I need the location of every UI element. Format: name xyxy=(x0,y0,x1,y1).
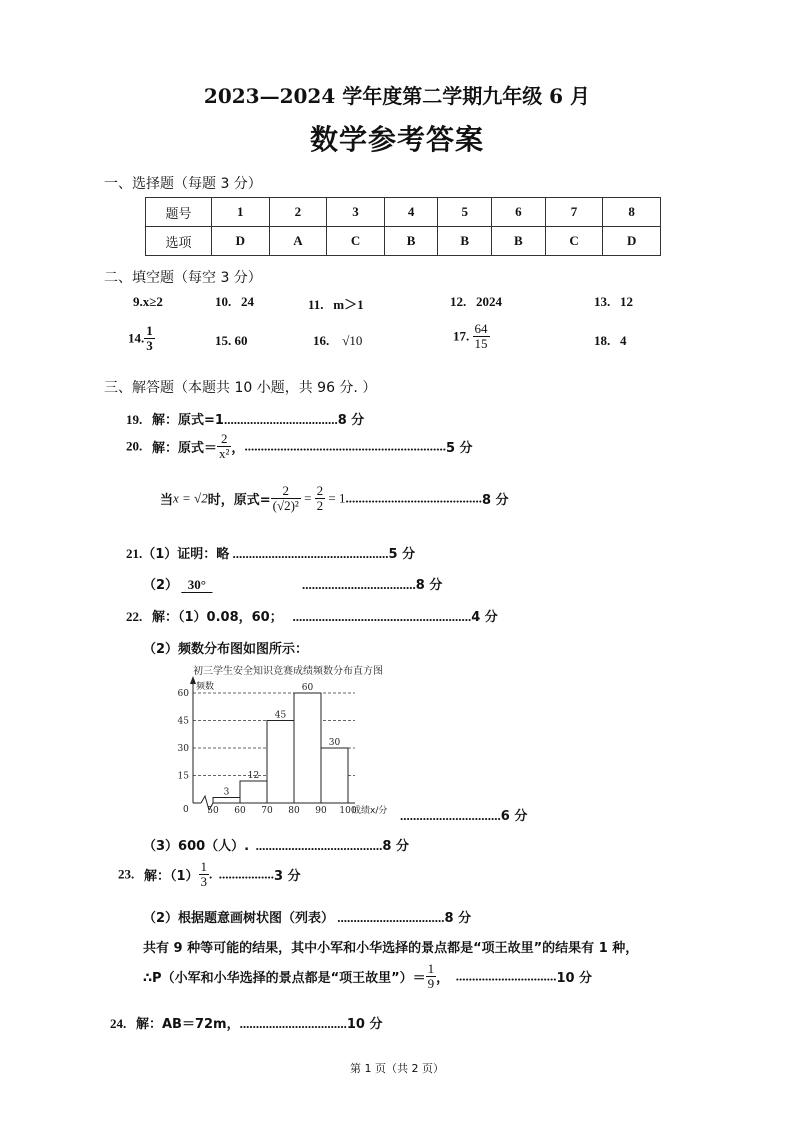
section3-heading: 三、解答题（本题共 10 小题，共 96 分. ） xyxy=(104,380,377,396)
q20-when: 当 xyxy=(160,493,174,508)
table-cell: 4 xyxy=(384,198,438,227)
item-answer: 12 xyxy=(620,294,633,309)
q24-text: 解：AB＝72m， xyxy=(136,1017,240,1032)
leader-dots: ....................................... xyxy=(255,838,383,853)
fill-item-12 xyxy=(450,294,502,310)
fraction xyxy=(217,432,231,461)
chart-title: 初三学生安全知识竞赛成绩频数分布直方图 xyxy=(193,666,383,677)
score: 6 分 xyxy=(500,809,528,824)
q21-answer xyxy=(181,577,212,592)
fraction xyxy=(199,859,213,889)
q20-then: 时，原式= xyxy=(207,493,271,508)
score: 10 分 xyxy=(556,971,593,986)
table-row xyxy=(146,227,661,256)
table-header-cell: 题号 xyxy=(146,198,212,227)
fraction xyxy=(271,484,301,513)
item-number: 11. xyxy=(308,297,324,312)
table-cell: B xyxy=(384,227,438,256)
section2-heading: 二、填空题（每空 3 分） xyxy=(104,270,262,286)
item-number: 17. xyxy=(453,328,470,344)
q23-part1: 解：（1） xyxy=(144,869,199,884)
table-cell: 8 xyxy=(603,198,661,227)
fill-item-10 xyxy=(215,294,254,310)
fill-item-17 xyxy=(453,322,490,351)
fraction-numerator: 1 xyxy=(146,323,153,338)
fill-item-16 xyxy=(313,333,362,349)
leader-dots: ................................... xyxy=(223,412,338,427)
separator: ， xyxy=(436,970,450,985)
histogram-bar xyxy=(213,798,240,804)
document-title: 2023—2024 学年度第二学期九年级 6 月 xyxy=(203,84,591,108)
q23-probability-text: ∴P（小军和小华选择的景点都是“项王故里”）＝ xyxy=(143,971,426,986)
q23-line1 xyxy=(118,860,301,889)
score: 8 分 xyxy=(444,911,472,926)
histogram-bar xyxy=(267,721,294,804)
leader-dots: ................................. xyxy=(337,910,445,925)
histogram-bar xyxy=(321,748,348,803)
q20-x-value: x = √2 xyxy=(173,490,208,506)
question-number: 23. xyxy=(118,866,135,882)
fraction xyxy=(144,324,155,353)
fraction-denominator: 3 xyxy=(200,874,208,889)
equals: = xyxy=(304,490,312,506)
score: 8 分 xyxy=(337,413,365,428)
item-number: 12. xyxy=(450,294,467,309)
section1-heading: 一、选择题（每题 3 分） xyxy=(104,176,262,192)
item-number: 16. xyxy=(313,333,330,348)
fraction-numerator: 2 xyxy=(271,484,301,499)
x-tick-label: 60 xyxy=(234,806,246,816)
item-answer: x≥2 xyxy=(142,294,163,309)
item-answer: √10 xyxy=(342,333,363,348)
leader-dots: ................................................ xyxy=(232,546,389,561)
score: 8 分 xyxy=(482,493,509,508)
table-cell: 1 xyxy=(212,198,270,227)
fraction-numerator: 64 xyxy=(474,321,488,336)
table-cell: 5 xyxy=(438,198,492,227)
x-axis-label: 成绩x/分 xyxy=(352,806,388,816)
q22-part1: 解：（1）0.08，60； xyxy=(152,610,283,625)
y-tick-label: 45 xyxy=(177,716,189,727)
fraction xyxy=(473,322,490,351)
item-number: 10. xyxy=(215,294,232,309)
table-header-cell: 选项 xyxy=(146,227,212,256)
q23-line3: 共有 9 种等可能的结果，其中小军和小华选择的景点都是“项王故里”的结果有 1 种， xyxy=(143,941,639,956)
item-answer: m＞1 xyxy=(333,297,364,312)
fraction-denominator: 9 xyxy=(427,976,435,991)
bar-value-label: 60 xyxy=(301,683,314,693)
q23-part2: （2）根据题意画树状图（列表） xyxy=(143,911,335,926)
question-number: 21. xyxy=(126,546,143,561)
score: 5 分 xyxy=(388,547,416,562)
fraction-denominator: 15 xyxy=(474,336,488,351)
score: 5 分 xyxy=(445,441,473,456)
q21-part1: （1）证明：略 xyxy=(142,547,230,562)
fraction-denominator: 3 xyxy=(146,338,153,353)
x-tick-label: 70 xyxy=(261,806,273,816)
score: 8 分 xyxy=(382,839,409,854)
fraction xyxy=(315,484,326,513)
fraction-numerator: 1 xyxy=(427,961,435,976)
score: 8 分 xyxy=(415,578,443,593)
table-row xyxy=(146,198,661,227)
y-tick-label: 30 xyxy=(177,744,189,754)
score: 3 分 xyxy=(274,869,301,884)
fraction-numerator: 2 xyxy=(316,483,324,498)
item-number: 13. xyxy=(594,294,611,309)
question-number: 19. xyxy=(126,412,143,427)
histogram-bar xyxy=(240,781,267,803)
item-number: 9. xyxy=(133,294,143,309)
x-tick-label: 90 xyxy=(315,806,327,816)
fraction-denominator: (√2)² xyxy=(272,498,299,513)
x-tick-label: 100 xyxy=(339,806,357,816)
leader-dots: ................................. xyxy=(239,1016,347,1031)
table-cell: D xyxy=(212,227,270,256)
q21-line2-score xyxy=(302,574,442,593)
fill-item-14 xyxy=(128,324,155,353)
origin-label: 0 xyxy=(183,805,189,815)
fill-item-18 xyxy=(594,333,627,349)
item-number: 14. xyxy=(128,330,145,346)
leader-dots: ....................................................... xyxy=(292,609,472,624)
q22-part3: （3）600（人）. xyxy=(143,839,250,854)
item-number: 15. xyxy=(215,333,232,348)
page-footer: 第 1 页（共 2 页） xyxy=(350,1062,444,1075)
leader-dots: .............................................................. xyxy=(244,438,446,454)
item-answer: 60 xyxy=(234,333,248,348)
q24-line xyxy=(110,1013,382,1032)
q19-text: 解：原式=1 xyxy=(152,413,224,428)
leader-dots: ................. xyxy=(218,866,275,882)
table-cell: D xyxy=(603,227,661,256)
q20-result: = 1 xyxy=(328,490,346,506)
leader-dots: ............................... xyxy=(400,808,501,823)
table-cell: B xyxy=(492,227,546,256)
fill-item-11 xyxy=(308,294,364,313)
q22-line1 xyxy=(126,606,498,625)
bar-value-label: 30 xyxy=(328,738,341,748)
table-cell: C xyxy=(327,227,385,256)
item-answer: 4 xyxy=(620,333,627,348)
item-number: 18. xyxy=(594,333,611,348)
leader-dots: .......................................... xyxy=(345,490,482,506)
x-tick-label: 80 xyxy=(288,806,300,816)
leader-dots: ............................... xyxy=(455,968,557,984)
table-cell: B xyxy=(438,227,492,256)
table-cell: A xyxy=(269,227,327,256)
q20-text: 解：原式＝ xyxy=(152,441,218,456)
bar-value-label: 12 xyxy=(247,771,260,781)
answer-table xyxy=(145,197,661,256)
q22-line2-score xyxy=(400,805,527,824)
q22-part2: （2）频数分布图如图所示： xyxy=(143,642,309,657)
fraction-denominator: x² xyxy=(219,446,230,461)
q19-line xyxy=(126,409,364,428)
question-number: 22. xyxy=(126,609,143,624)
x-tick-label: 50 xyxy=(207,806,219,816)
fill-item-13 xyxy=(594,294,633,310)
q21-line2 xyxy=(143,574,213,593)
leader-dots: ................................... xyxy=(302,577,416,592)
table-cell: C xyxy=(545,227,603,256)
q22-line2 xyxy=(143,638,308,657)
item-answer: 2024 xyxy=(476,294,502,309)
bar-value-label: 45 xyxy=(274,710,287,721)
q23-line2 xyxy=(143,907,471,926)
bar-value-label: 3 xyxy=(223,787,230,798)
fill-item-9 xyxy=(133,294,163,310)
y-axis-label: 频数 xyxy=(196,682,215,692)
document-subtitle: 数学参考答案 xyxy=(309,123,484,156)
q21-answer-text: 30° xyxy=(187,577,206,592)
fraction-numerator: 1 xyxy=(200,859,208,874)
table-cell: 6 xyxy=(492,198,546,227)
fraction-numerator: 2 xyxy=(217,432,231,447)
score: 4 分 xyxy=(471,610,498,625)
score: 10 分 xyxy=(346,1017,383,1032)
q23-line4 xyxy=(143,962,592,991)
table-cell: 2 xyxy=(269,198,327,227)
q22-line3 xyxy=(143,835,409,854)
question-number: 20. xyxy=(126,438,143,454)
y-tick-label: 60 xyxy=(177,689,189,699)
q20-line1 xyxy=(126,432,473,461)
q21-part2: （2） xyxy=(143,578,179,593)
separator: . xyxy=(209,866,213,882)
histogram-bar xyxy=(294,693,321,803)
fraction-denominator: 2 xyxy=(316,498,324,513)
fraction xyxy=(426,962,437,991)
y-tick-label: 15 xyxy=(177,771,189,782)
question-number: 24. xyxy=(110,1016,127,1031)
q20-line2 xyxy=(160,484,509,513)
q21-line1 xyxy=(126,543,415,562)
item-answer: 24 xyxy=(241,294,254,309)
fill-item-15 xyxy=(215,333,248,349)
table-cell: 3 xyxy=(327,198,385,227)
histogram-chart xyxy=(165,660,405,822)
table-cell: 7 xyxy=(545,198,603,227)
separator: ， xyxy=(231,440,245,455)
